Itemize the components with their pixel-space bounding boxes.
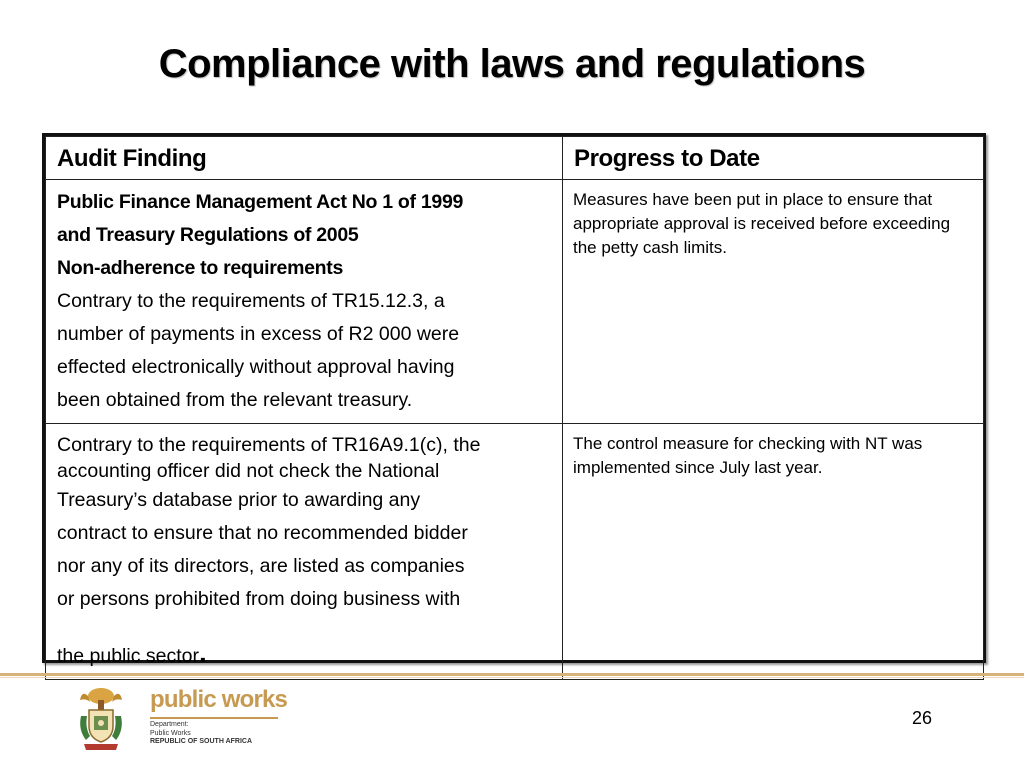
finding-heading-line: Public Finance Management Act No 1 of 1999 (57, 191, 464, 213)
finding-text-line: effected electronically without approval having (57, 356, 455, 378)
finding-text-line: or persons prohibited from doing business with (57, 588, 461, 610)
finding-text-line: the public sector (57, 645, 199, 667)
footer-divider (0, 673, 1024, 676)
finding-text-line: number of payments in excess of R2 000 were (57, 323, 460, 345)
department-line: Public Works (150, 729, 191, 737)
coat-of-arms-icon (76, 686, 126, 752)
slide-title: Compliance with laws and regulations (158, 42, 866, 86)
finding-text-line: been obtained from the relevant treasury. (57, 389, 413, 411)
table-row (46, 424, 984, 680)
finding-heading-line: and Treasury Regulations of 2005 (57, 224, 359, 246)
finding-text-line: Contrary to the requirements of TR16A9.1(c), the accounting officer did not check the National (57, 434, 481, 482)
table-header-row (46, 137, 984, 180)
finding-heading-line: Non-adherence to requirements (57, 257, 344, 279)
brand-name: public works (150, 686, 288, 713)
header-progress-to-date: Progress to Date (563, 137, 984, 180)
progress-cell: Measures have been put in place to ensure that appropriate approval is received before exceeding the petty cash limits. (563, 180, 984, 424)
page-number: 26 (912, 708, 933, 728)
finding-end-mark: . (199, 637, 207, 668)
finding-text-line: nor any of its directors, are listed as companies (57, 555, 465, 577)
brand-underline (150, 717, 278, 719)
table-row (46, 180, 984, 424)
finding-last-line (57, 636, 552, 673)
audit-table (42, 133, 986, 668)
header-audit-finding: Audit Finding (46, 137, 563, 180)
finding-cell (46, 180, 563, 424)
republic-line: REPUBLIC OF SOUTH AFRICA (150, 738, 253, 745)
finding-text-line: Treasury’s database prior to awarding any (57, 489, 421, 511)
public-works-logo (76, 686, 288, 752)
finding-text-line: contract to ensure that no recommended bidder (57, 522, 468, 544)
finding-text-line: Contrary to the requirements of TR15.12.3, a (57, 290, 445, 312)
progress-cell: The control measure for checking with NT was implemented since July last year. (563, 424, 984, 680)
footer-divider-light (0, 677, 1024, 678)
department-text (150, 721, 252, 747)
finding-cell (46, 424, 563, 680)
department-line: Department: (150, 721, 189, 728)
